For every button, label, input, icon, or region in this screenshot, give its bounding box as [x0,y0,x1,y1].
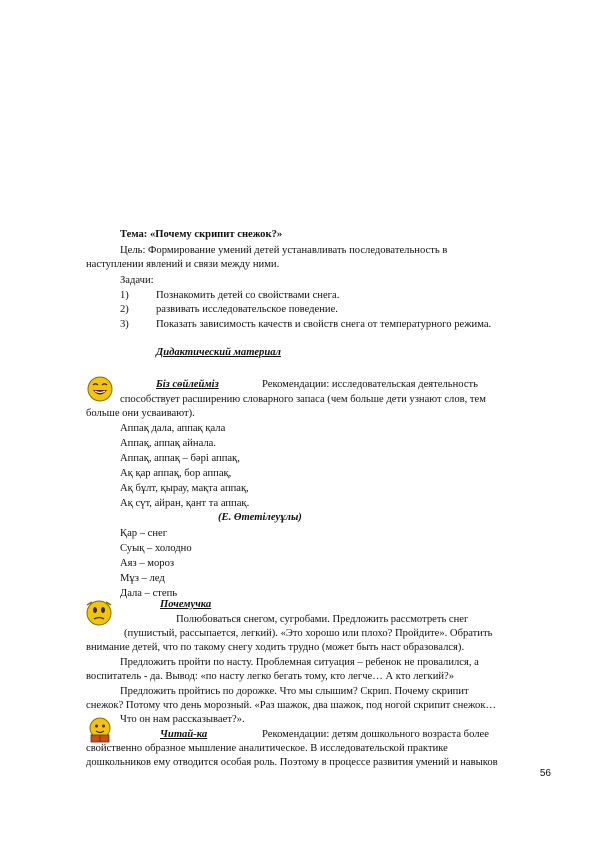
vocab-item: Дала – степь [120,588,178,599]
section3-rec-line-1: Рекомендации: детям дошкольного возраста более [262,729,489,740]
section2-line: снежок? Потому что день морозный. «Раз шажок, два шажок, под ногой скрипит снежок… [86,700,497,711]
poem-line: Ақ бұлт, қырау, мақта аппақ, [120,483,249,494]
section1-title: Біз сөйлейміз [156,379,219,390]
task-number: 3) [120,319,129,330]
task-number: 1) [120,290,129,301]
task-text: Познакомить детей со свойствами снега. [156,290,340,301]
section2-line: Полюбоваться снегом, сугробами. Предложить рассмотреть снег [176,614,469,625]
section3-rec-line-2: свойственно образное мышление аналитическое. В исследовательской практике [86,743,448,754]
poem-author: (Е. Өтетілеуұлы) [218,512,302,523]
section2-title: Почемучка [160,599,212,610]
task-text: Показать зависимость качеств и свойств снега от температурного режима. [156,319,492,330]
section2-line: (пушистый, рассыпается, легкий). «Это хорошо или плохо? Пройдите». Обратить [124,628,493,639]
section1-rec-line-2: способствует расширению словарного запаса (чем больше дети узнают слов, тем [120,394,486,405]
didactic-heading: Дидактический материал [156,347,281,358]
poem-line: Аппақ дала, аппақ қала [120,423,226,434]
poem-line: Ақ қар аппақ, бор аппақ, [120,468,232,479]
section2-line: Что он нам рассказывает?». [120,714,245,725]
vocab-item: Қар – снег [120,528,168,539]
tasks-label: Задачи: [120,275,154,286]
vocab-item: Мұз – лед [120,573,165,584]
smiley-thinking-icon [84,598,114,628]
section1-rec-line-3: больше они усваивают). [86,408,195,419]
smiley-laughing-icon [86,375,114,403]
section2-line: Предложить пройти по насту. Проблемная ситуация – ребенок не провалился, а [120,657,479,668]
poem-line: Аппақ, аппақ айнала. [120,438,217,449]
section2-line: внимание детей, что по такому снегу ходить трудно (может быть наст образовался). [86,642,465,653]
vocab-item: Аяз – мороз [120,558,175,569]
poem-line: Ақ сүт, айран, қант та аппақ. [120,498,250,509]
section2-line: Предложить пройтись по дорожке. Что мы слышим? Скрип. Почему скрипит [120,686,469,697]
task-text: развивать исследовательское поведение. [156,304,338,315]
poem-line: Аппақ, аппақ – бәрі аппақ, [120,453,240,464]
goal-line-1: Цель: Формирование умений детей устанавливать последовательность в [120,245,448,256]
topic-heading: Тема: «Почему скрипит снежок?» [120,229,283,240]
smiley-reading-icon [86,716,114,744]
goal-line-2: наступлении явлений и связи между ними. [86,259,280,270]
vocab-item: Суық – холодно [120,543,192,554]
page-number: 56 [539,768,551,779]
section1-rec-line-1: Рекомендации: исследовательская деятельность [262,379,478,390]
section2-line: воспитатель - да. Вывод: «по насту легко бегать тому, кто легче… А кто легкий?» [86,671,455,682]
section3-title: Читай-ка [160,729,208,740]
section3-rec-line-3: дошкольников ему отводится особая роль. Поэтому в процессе развития умений и навыков [86,757,498,768]
task-number: 2) [120,304,129,315]
